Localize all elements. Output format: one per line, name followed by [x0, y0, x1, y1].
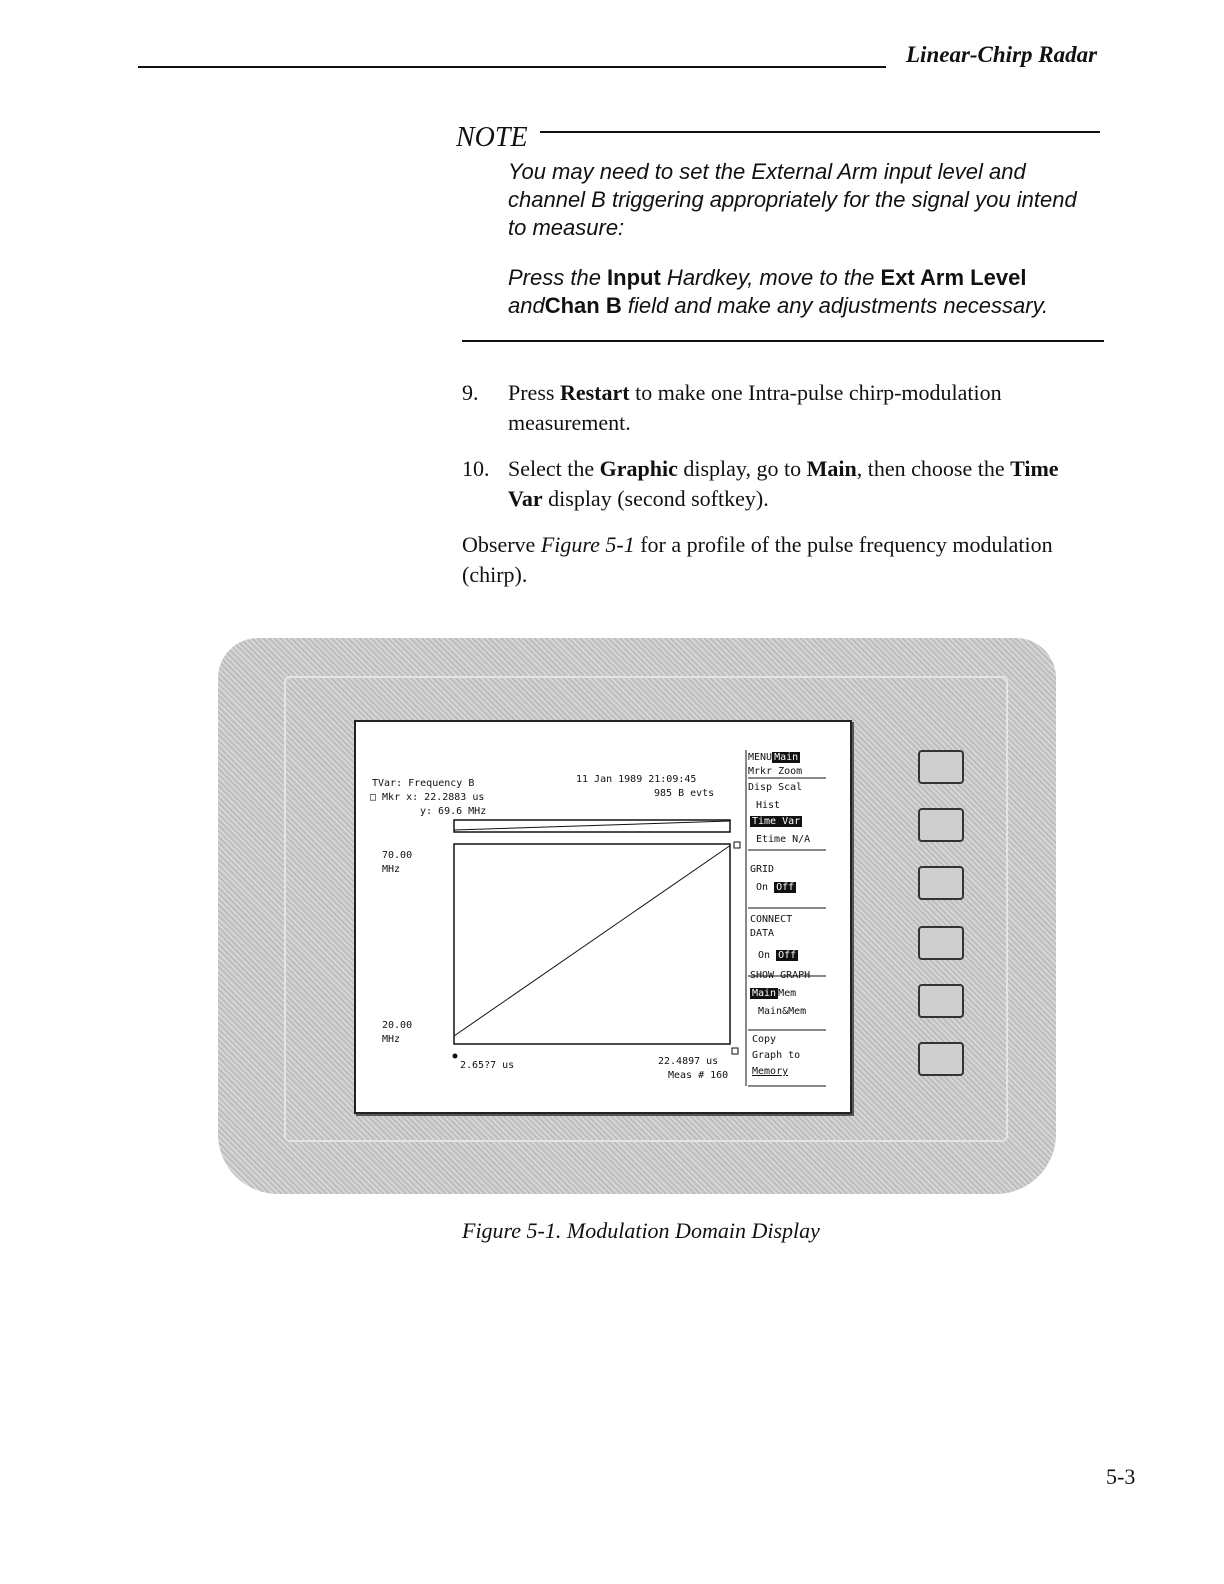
- menu-main-row: MENU Main: [748, 752, 799, 763]
- x-axis-right-value: 22.4897 us: [658, 1056, 719, 1067]
- running-header: Linear-Chirp Radar: [906, 42, 1098, 67]
- marker-square-top: [734, 842, 740, 848]
- figure-5-1: [196, 628, 1076, 1214]
- step-number: 10.: [462, 456, 490, 481]
- figure-caption: Figure 5-1. Modulation Domain Display: [462, 1218, 820, 1243]
- menu-memory[interactable]: Memory: [752, 1066, 789, 1077]
- menu-etime[interactable]: Etime N/A: [756, 834, 811, 845]
- y-axis-top-value: 70.00: [382, 850, 413, 861]
- marker-strip-line: [454, 821, 730, 830]
- menu-data-toggle[interactable]: On Off: [758, 950, 797, 961]
- x-axis-left-value: 2.65?7 us: [460, 1060, 515, 1071]
- meas-count: Meas # 160: [668, 1070, 729, 1081]
- page-number: 5-3: [1106, 1464, 1136, 1489]
- menu-graph-to[interactable]: Graph to: [752, 1050, 801, 1061]
- menu-show-graph-main[interactable]: Main Mem: [752, 988, 797, 999]
- note-label: NOTE: [456, 122, 528, 153]
- y-axis-top-unit: MHz: [382, 864, 401, 875]
- menu-grid-toggle[interactable]: On Off: [756, 882, 795, 893]
- menu-copy[interactable]: Copy: [752, 1034, 777, 1045]
- softkey-1[interactable]: [918, 750, 964, 784]
- start-dot: [453, 1054, 458, 1059]
- note-paragraph-2: Press the Input Hardkey, move to the Ext Arm Level andChan B field and make any adjustments necessary.: [508, 265, 1049, 318]
- screen-date: 11 Jan 1989 21:09:45: [576, 774, 697, 785]
- note-rule-top: [540, 131, 1100, 133]
- marker-y-readout: y: 69.6 MHz: [420, 806, 487, 817]
- menu-main-selected[interactable]: Main: [774, 752, 799, 763]
- menu-connect-label: CONNECT: [750, 914, 793, 925]
- menu-hist[interactable]: Hist: [756, 800, 781, 811]
- marker-x-readout: □ Mkr x: 22.2883 us: [370, 792, 485, 803]
- menu-show-graph-label: SHOW GRAPH: [750, 970, 811, 981]
- menu-time-var[interactable]: Time Var: [752, 816, 801, 827]
- note-paragraph-1: You may need to set the External Arm input level and channel B triggering appropriately for the signal you intend to measure:: [508, 159, 1077, 240]
- menu-data-label: DATA: [750, 928, 775, 939]
- instrument-screen: [354, 720, 852, 1114]
- menu-grid-label: GRID: [750, 864, 775, 875]
- step-text: Select the Graphic display, go to Main, then choose the Time Var display (second softkey).: [508, 456, 1059, 511]
- step-text: Press Restart to make one Intra-pulse chirp-modulation measurement.: [508, 380, 1002, 435]
- step-number: 9.: [462, 380, 479, 405]
- note-rule-bottom: [462, 340, 1104, 342]
- header-rule: [138, 66, 886, 68]
- softkey-2[interactable]: [918, 808, 964, 842]
- menu-disp-scal[interactable]: Disp Scal: [748, 782, 803, 793]
- softkey-5[interactable]: [918, 984, 964, 1018]
- y-axis-bottom-value: 20.00: [382, 1020, 413, 1031]
- screen-events: 985 B evts: [654, 788, 715, 799]
- menu-mrkr-zoom[interactable]: Mrkr Zoom: [748, 766, 803, 777]
- chirp-series-line: [454, 846, 730, 1036]
- y-axis-bottom-unit: MHz: [382, 1034, 401, 1045]
- observe-paragraph: Observe Figure 5-1 for a profile of the pulse frequency modulation (chirp).: [462, 532, 1053, 587]
- softkey-3[interactable]: [918, 866, 964, 900]
- menu-show-graph-mainmem[interactable]: Main&Mem: [758, 1006, 807, 1017]
- marker-square-bottom: [732, 1048, 738, 1054]
- note-body: [508, 158, 1098, 342]
- screen-title: TVar: Frequency B: [372, 778, 475, 789]
- softkey-6[interactable]: [918, 1042, 964, 1076]
- softkey-4[interactable]: [918, 926, 964, 960]
